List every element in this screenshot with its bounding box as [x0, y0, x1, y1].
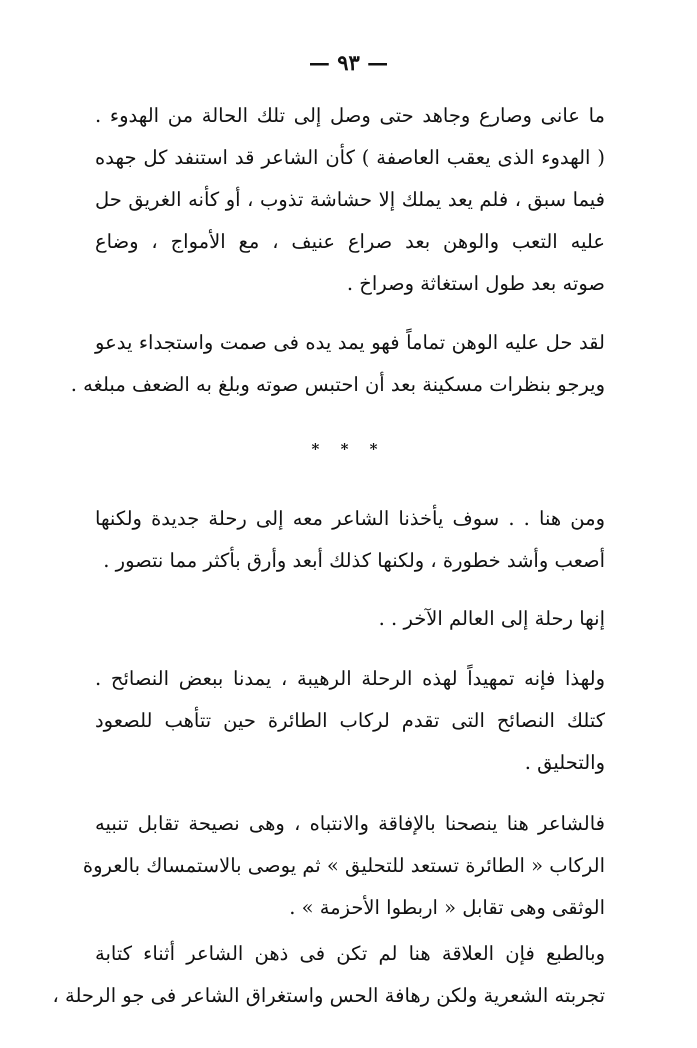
paragraph-7 [52, 933, 605, 1017]
paragraph-6 [82, 803, 605, 929]
paragraph-1 [95, 95, 605, 305]
paragraph-3 [95, 498, 605, 582]
text-line: لقد حل عليه الوهن تماماً فهو يمد يده فى صمت واستجداء يدعو [95, 331, 605, 354]
text-line: والتحليق . [524, 751, 605, 774]
section-separator: * * * [311, 440, 386, 458]
paragraph-2 [70, 322, 605, 406]
text-line: فيما سبق ، فلم يعد يملك إلا حشاشة تذوب ، أو كأنه الغريق حل [95, 188, 605, 211]
text-line: ما عانى وصارع وجاهد حتى وصل إلى تلك الحالة من الهدوء . [95, 104, 605, 127]
paragraph-4 [95, 598, 605, 640]
text-line: إنها رحلة إلى العالم الآخر . . [378, 607, 605, 630]
text-line: الركاب « الطائرة تستعد للتحليق » ثم يوصى بالاستمساك بالعروة [82, 854, 605, 877]
text-line: كتلك النصائح التى تقدم لركاب الطائرة حين تتأهب للصعود [95, 709, 605, 732]
text-line: ويرجو بنظرات مسكينة بعد أن احتبس صوته وبلغ به الضعف مبلغه . [70, 373, 605, 396]
page-number: — ٩٣ — [308, 50, 389, 75]
text-line: الوثقى وهى تقابل « اربطوا الأحزمة » . [289, 896, 605, 919]
text-line: أصعب وأشد خطورة ، ولكنها كذلك أبعد وأرق بأكثر مما نتصور . [103, 549, 605, 572]
text-line: عليه التعب والوهن بعد صراع عنيف ، مع الأمواج ، وضاع [95, 230, 605, 253]
text-line: صوته بعد طول استغاثة وصراخ . [346, 272, 605, 295]
text-line: تجربته الشعرية ولكن رهافة الحس واستغراق الشاعر فى جو الرحلة ، [52, 984, 605, 1007]
text-line: فالشاعر هنا ينصحنا بالإفاقة والانتباه ، وهى نصيحة تقابل تنبيه [95, 812, 605, 835]
text-line: ( الهدوء الذى يعقب العاصفة ) كأن الشاعر قد استنفد كل جهده [95, 146, 605, 169]
text-line: ومن هنا . . سوف يأخذنا الشاعر معه إلى رحلة جديدة ولكنها [95, 507, 605, 530]
paragraph-5 [95, 658, 605, 784]
text-line: وبالطبع فإن العلاقة هنا لم تكن فى ذهن الشاعر أثناء كتابة [95, 942, 605, 965]
text-line: ولهذا فإنه تمهيداً لهذه الرحلة الرهيبة ، يمدنا ببعض النصائح . [95, 667, 605, 690]
